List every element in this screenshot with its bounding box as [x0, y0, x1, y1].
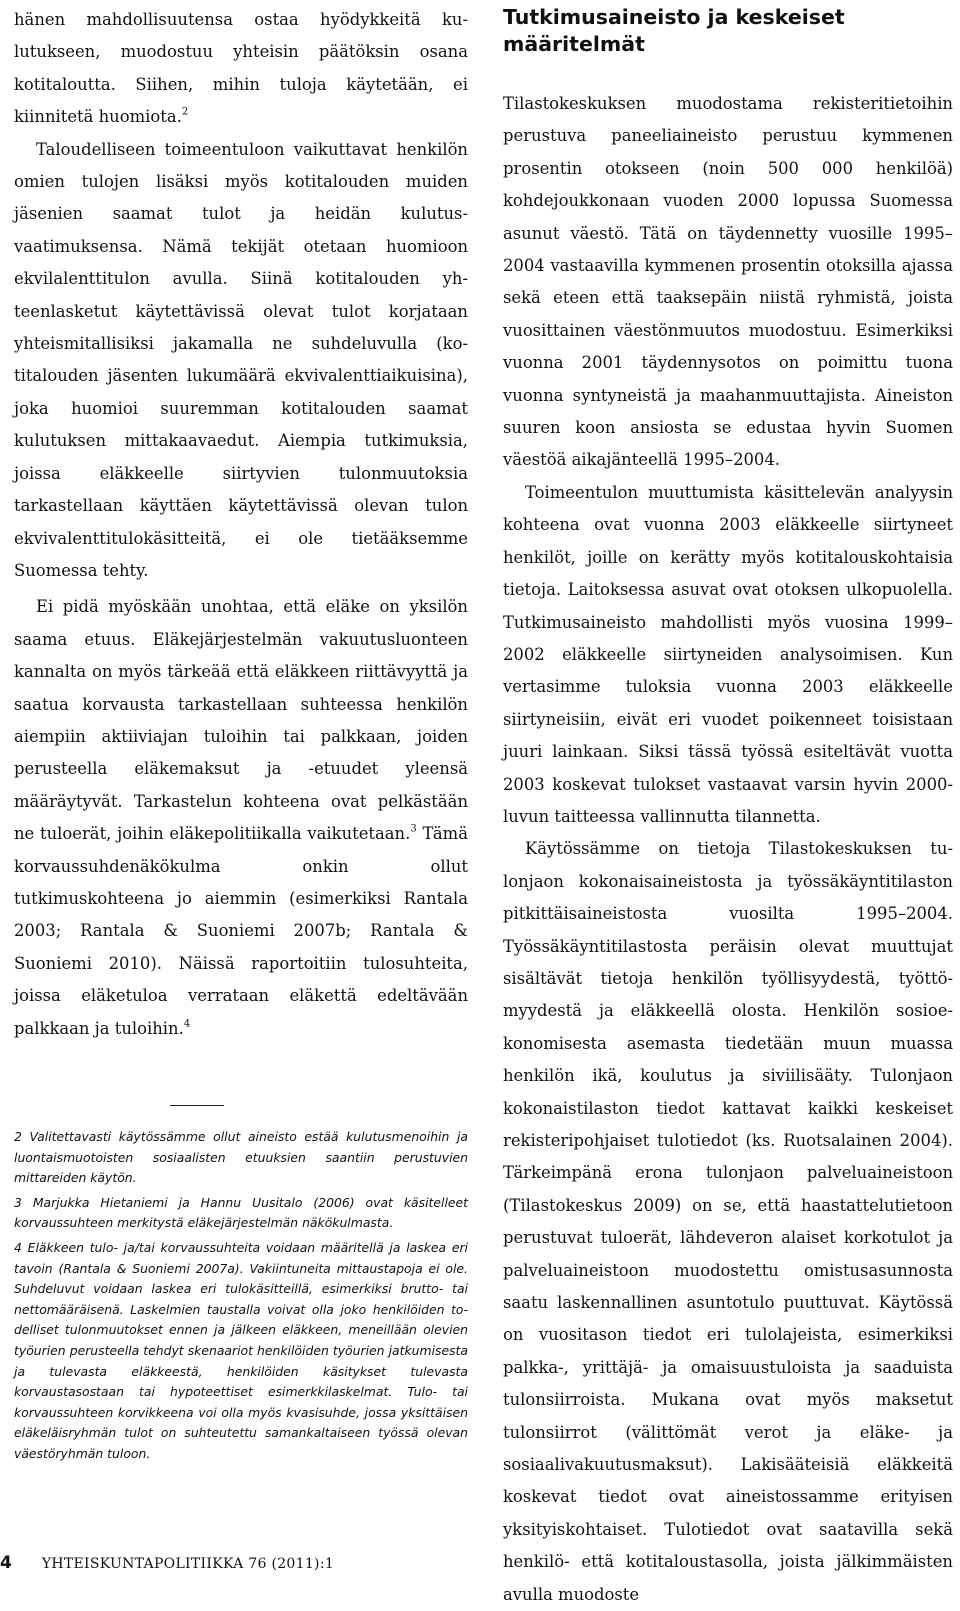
body-paragraph: Taloudelliseen toimeentuloon vaikuttavat henkilön omien tulojen lisäksi myös kotitalouden muiden jäsenien saamat tulot ja heidän kulutusvaatimuksensa. Nämä tekijät otetaan huomioon ekvilalenttitulon avulla. Siinä kotitalouden yhteenlasketut käytettävissä olevat tulot korjataan yhteismitallisiksi jakamalla ne suhdeluvulla (kotitalouden jäsenten lukumäärä ekvivalenttiaikuisina), joka huomioi suuremman kotitalouden saamat kulutuksen mittakaavaedut. Aiempia tutkimuksia, joissa eläkkeelle siirtyvien tulonmuutoksia tarkastellaan käyttäen käytettävissä olevan tulon ekvivalenttitulokäsitteitä, ei ole tietääksemme Suomessa tehty.	[14, 139, 468, 580]
right-column	[503, 4, 953, 1611]
body-paragraph: Toimeentulon muuttumista käsittelevän analyysin kohteena ovat vuonna 2003 eläkkeelle siirtyneet henkilöt, joille on kerätty myös kotitalouskohtaisia tietoja. Laitoksessa asuvat ovat otoksen ulkopuolella. Tutkimusaineisto mahdollisti myös vuosina 1999–2002 eläkkeelle siirtyneiden analysoimisen. Kun vertasimme tuloksia vuonna 2003 eläkkeelle siirtyneisiin, eivät eri vuodet poikenneet toisistaan juuri lainkaan. Siksi tässä työssä esiteltävät vuotta 2003 koskevat tulokset vastaavat varsin hyvin 2000-luvun taitteessa vallinnutta tilannetta.	[503, 482, 953, 826]
body-paragraph: Tilastokeskuksen muodostama rekisteritietoihin perustuva paneeliaineisto perustuu kymmenen prosentin otokseen (noin 500 000 henkilöä) kohdejoukkonaan vuoden 2000 lopussa Suomessa asunut väestö. Tätä on täydennetty vuosille 1995–2004 vastaavilla kymmenen prosentin otoksilla ajassa sekä eteen että taaksepäin niistä ryhmistä, joista vuosittainen väestönmuutos muodostuu. Esimerkiksi vuonna 2001 täydennysotos on poimittu tuona vuonna syntyneistä ja maahanmuuttajista. Aineiston suuren koon ansiosta se edustaa hyvin Suomen väestöä aikajänteellä 1995–2004.	[503, 94, 953, 470]
body-paragraph: hänen mahdollisuutensa ostaa hyödykkeitä kulutukseen, muodostuu yhteisin päätöksin osana kotitaloutta. Siihen, mihin tuloja käytetään, ei kiinnitetä huomiota.$^2$	[14, 10, 468, 127]
footnote: 4 Eläkkeen tulo- ja/tai korvaussuhteita voidaan määritellä ja laskea eri tavoin (Rantala & Suoniemi 2007a). Vakiintuneita mittaustapoja ei ole. Suhdeluvut voidaan laskea eri tulokäsitteillä, esimerkiksi brutto- tai nettomääräisenä. Laskelmien taustalla voivat olla joko henkilöiden todelliset tulonmuutokset ennen ja jälkeen eläkkeen, meneillään olevien työurien perusteella tehdyt skenaariot henkilöiden työurien jatkumisesta ja tulevasta eläkkeestä, henkilöiden käsitykset tulevasta korvaustasostaan tai hypoteettiset esimerkkilaskelmat. Tulo- tai korvaussuhteen korvikkeena voi olla myös kvasisuhde, jossa yksittäisen eläkeläisryhmän tulot on suhteutettu samankaltaiseen työssä olevan väestöryhmän tuloon.	[14, 1239, 468, 1461]
footnotes	[14, 1127, 468, 1469]
journal-name: YHTEISKUNTAPOLITIIKKA 76 (2011):1	[41, 1556, 335, 1572]
body-paragraph: Käytössämme on tietoja Tilastokeskuksen tulonjaon kokonaisaineistosta ja työssäkäyntitilaston pitkittäisaineistosta vuosilta 1995–2004. Työssäkäyntitilastosta peräisin olevat muuttujat sisältävät tietoja henkilön työllisyydestä, työttömyydestä ja eläkkeellä olosta. Henkilön sosioekonomisesta asemasta tiedetään muun muassa henkilön ikä, koulutus ja siviilisääty. Tulonjaon kokonaistilaston tiedot kattavat kaikki keskeiset rekisteripohjaiset tulotiedot (ks. Ruotsalainen 2004). Tärkeimpänä erona tulonjaon palveluaineistoon (Tilastokeskus 2009) on se, että haastattelutietoon perustuvat tuloerät, lähdeveron alaiset korkotulot ja palveluaineistoon muodostettu omistusasunnosta saatu laskennallinen asuntotulo puuttuvat. Käytössä on vuositason tiedot eri tulolajeista, esimerkiksi palkka-, yrittäjä- ja omaisuustuloista ja saaduista tulonsiirroista. Mukana ovat myös maksetut tulonsiirrot (välittömät verot ja eläke- ja sosiaalivakuutusmaksut). Lakisääteisiä eläkkeitä koskevat tiedot ovat aineistossamme erityisen yksityiskohtaiset. Tulotiedot ovat saatavilla sekä henkilö- että kotitaloustasolla, joista jälkimmäisten avulla muodoste	[503, 839, 953, 1604]
footnote-ref[interactable]: 3	[410, 823, 417, 835]
footnote: 2 Valitettavasti käytössämme ollut aineisto estää kulutusmenoihin ja luontaismuotoisten sosiaalisten etuuksien saantiin perustuvien mittareiden käytön.	[14, 1129, 468, 1186]
footnote-divider	[170, 1105, 224, 1106]
page-number: 4	[0, 1553, 12, 1573]
footnote: 3 Marjukka Hietaniemi ja Hannu Uusitalo (2006) ovat käsitelleet korvaussuhteen merkitystä eläkejärjestelmän näkökulmasta.	[14, 1194, 468, 1231]
footnote-ref[interactable]: 2	[181, 106, 189, 118]
left-column	[14, 4, 468, 1045]
body-paragraph: Ei pidä myöskään unohtaa, että eläke on yksilön saama etuus. Eläkejärjestelmän vakuutusluonteen kannalta on myös tärkeää että eläkkeen riittävyyttä ja saatua korvausta tarkastellaan suhteessa henkilön aiempiin aktiiviajan tuloihin tai palkkaan, joiden perusteella eläkemaksut ja -etuudet yleensä määräytyvät. Tarkastelun kohteena ovat pelkästään ne tuloerät, joihin eläkepolitiikalla vaikutetaan.$^3$ Tämä korvaussuhdenäkökulma onkin ollut tutkimuskohteena jo aiemmin (esimerkiksi Rantala 2003; Rantala & Suoniemi 2007b; Rantala & Suoniemi 2010). Näissä raportoitiin tulosuhteita, joissa eläketuloa verrataan eläkettä edeltävään palkkaan ja tuloihin.$^4$	[14, 597, 468, 1038]
section-heading: Tutkimusaineisto ja keskeiset määritelmät	[503, 5, 845, 56]
footnote-ref[interactable]: 4	[183, 1018, 191, 1030]
page-footer	[0, 1553, 334, 1574]
